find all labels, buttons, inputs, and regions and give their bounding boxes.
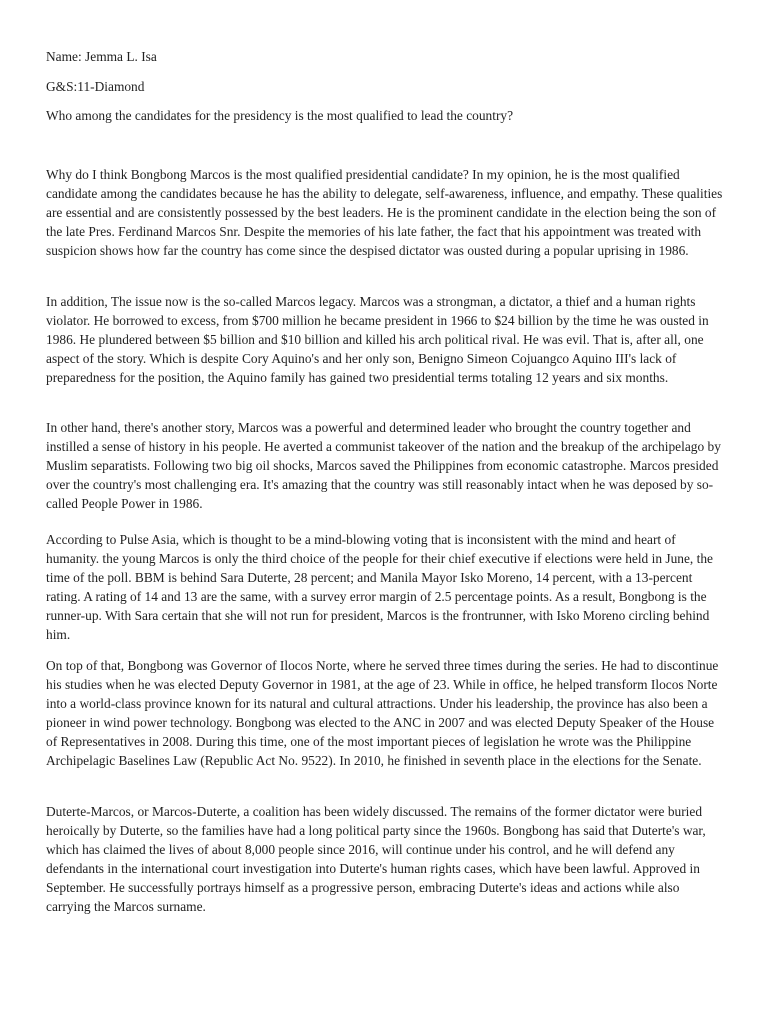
paragraph-4: According to Pulse Asia, which is thought to be a mind-blowing voting that is inconsistent with the mind and heart of humanity. the young Marcos is only the third choice of the people for their chief executive if elections were held in June, the time of the poll. BBM is behind Sara Duterte, 28 percent; and Manila Mayor Isko Moreno, 14 percent, with a 13-percent rating. A rating of 14 and 13 are the same, with a survey error margin of 2.5 percentage points. As a result, Bongbong is the runner-up. With Sara certain that she will not run for president, Marcos is the frontrunner, with Isko Moreno circling behind him. <box>46 532 713 643</box>
paragraph-2: In addition, The issue now is the so-called Marcos legacy. Marcos was a strongman, a dictator, a thief and a human rights violator. He borrowed to excess, from $700 million he became president in 1966 to $24 billion by the time he was ousted in 1986. He plundered between $5 billion and $10 billion and killed his arch political rival. He was evil. That is, after all, one aspect of the story. Which is despite Cory Aquino's and her only son, Benigno Simeon Cojuangco Aquino III's lack of preparedness for the position, the Aquino family has gained two presidential terms totaling 12 years and six months. <box>46 294 709 386</box>
paragraph-5: On top of that, Bongbong was Governor of Ilocos Norte, where he served three times during the series. He had to discontinue his studies when he was elected Deputy Governor in 1981, at the age of 23. While in office, he helped transform Ilocos Norte into a world-class province known for its natural and cultural attractions. Under his leadership, the province has also been a pioneer in wind power technology. Bongbong was elected to the ANC in 2007 and was elected Deputy Speaker of the House of Representatives in 2008. During this time, one of the most important pieces of legislation he wrote was the Philippine Archipelagic Baselines Law (Republic Act No. 9522). In 2010, he finished in seventh place in the elections for the Senate. <box>46 658 719 769</box>
paragraph-6: Duterte-Marcos, or Marcos-Duterte, a coalition has been widely discussed. The remains of the former dictator were buried heroically by Duterte, so the families have had a long political party since the 1960s. Bongbong has said that Duterte's war, which has claimed the lives of about 8,000 people since 2016, will continue under his control, and he will defend any defendants in the international court investigation into Duterte's human rights cases, which have been lawful. Approved in September. He successfully portrays himself as a progressive person, embracing Duterte's ideas and actions while also carrying the Marcos surname. <box>46 804 706 915</box>
paragraph-1: Why do I think Bongbong Marcos is the most qualified presidential candidate? In my opinion, he is the most qualified candidate among the candidates because he has the ability to delegate, self-awareness, influence, and empathy. These qualities are essential and are consistently possessed by the best leaders. He is the prominent candidate in the election being the son of the late Pres. Ferdinand Marcos Snr. Despite the memories of his late father, the fact that his appointment was treated with suspicion shows how far the country has come since the despised dictator was ousted during a popular uprising in 1986. <box>46 167 723 259</box>
essay-question: Who among the candidates for the presidency is the most qualified to lead the country? <box>46 108 514 123</box>
paragraph-3: In other hand, there's another story, Marcos was a powerful and determined leader who brought the country together and instilled a sense of history in his people. He averted a communist takeover of the nation and the breakup of the archipelago by Muslim separatists. Following two big oil shocks, Marcos saved the Philippines from economic catastrophe. Marcos presided over the country's most challenging era. It's amazing that the country was still reasonably intact when he was deposed by so-called People Power in 1986. <box>46 420 721 512</box>
student-name: Name: Jemma L. Isa <box>46 49 157 64</box>
grade-section: G&S:11-Diamond <box>46 79 145 94</box>
